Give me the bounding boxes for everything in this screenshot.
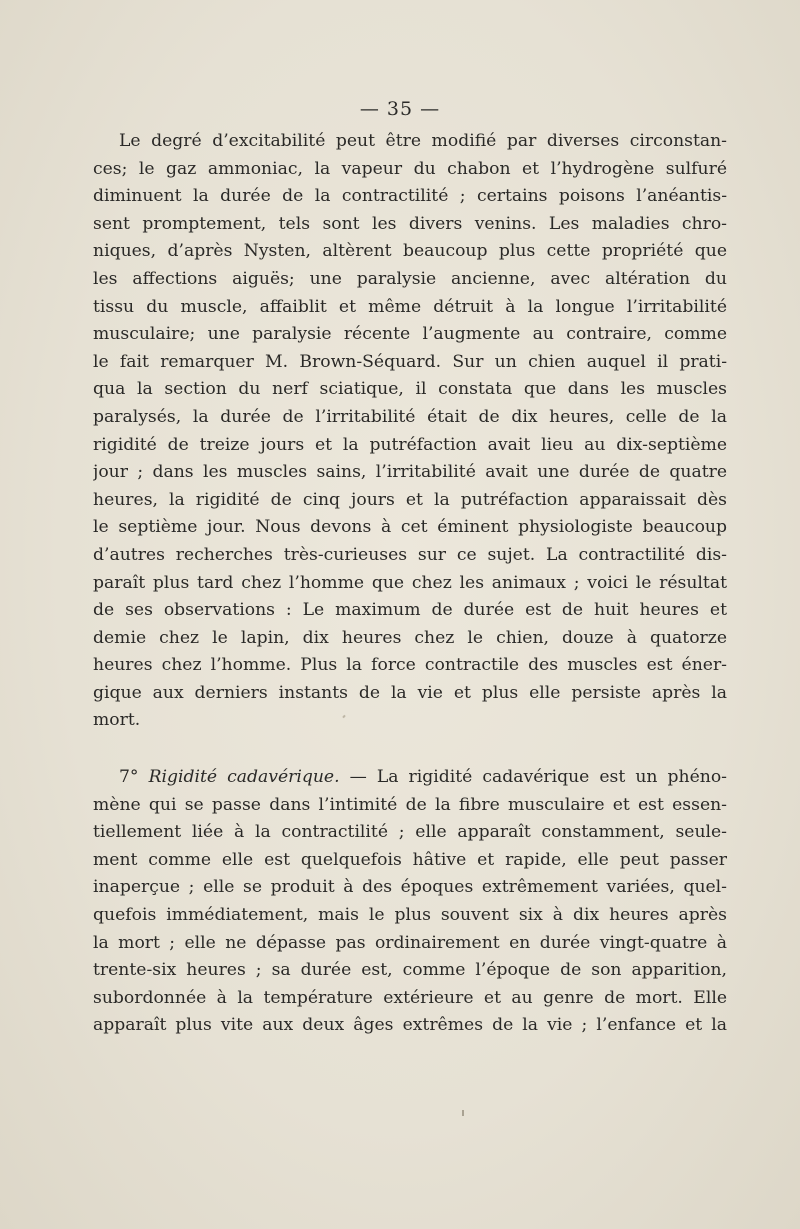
text-line: paraît plus tard chez l’homme que chez les animaux ; voici le résultat (93, 572, 727, 593)
section-title: Rigidité cadavérique. (148, 767, 340, 787)
page-number: — 35 — (359, 98, 441, 120)
text-line: ces; le gaz ammoniac, la vapeur du chabon et l’hydrogène sulfuré (93, 158, 727, 179)
section-heading-line (93, 764, 727, 792)
paragraph-rigidity (93, 764, 727, 1040)
text-line: apparaît plus vite aux deux âges extrêmes de la vie ; l’enfance et la (93, 1015, 727, 1036)
text-line: qua la section du nerf sciatique, il constata que dans les muscles (93, 379, 727, 400)
text-line: quefois immédiatement, mais le plus souvent six à dix heures après (93, 904, 727, 925)
text-line: sent promptement, tels sont les divers venins. Les maladies chro- (93, 213, 727, 234)
text-line: diminuent la durée de la contractilité ; certains poisons l’anéantis- (93, 186, 727, 207)
text-line: le fait remarquer M. Brown-Séquard. Sur un chien auquel il prati- (93, 351, 727, 372)
text-line: la mort ; elle ne dépasse pas ordinairement en durée vingt-quatre à (93, 932, 727, 953)
text-line: mort. (93, 710, 141, 731)
text-line: niques, d’après Nysten, altèrent beaucoup plus cette propriété que (93, 241, 727, 262)
text-line: jour ; dans les muscles sains, l’irritabilité avait une durée de quatre (93, 462, 727, 483)
text-line: musculaire; une paralysie récente l’augmente au contraire, comme (93, 324, 727, 345)
heading-line-text: — La rigidité cadavérique est un phéno- (349, 767, 727, 787)
section-number: 7° (119, 767, 139, 787)
text-line: mène qui se passe dans l’intimité de la fibre musculaire et est essen- (93, 794, 727, 815)
text-line: trente-six heures ; sa durée est, comme l’époque de son apparition, (93, 960, 727, 981)
text-line: inaperçue ; elle se produit à des époques extrêmement variées, quel- (93, 877, 727, 898)
text-line: gique aux derniers instants de la vie et plus elle persiste après la (93, 682, 727, 703)
text-line: paralysés, la durée de l’irritabilité était de dix heures, celle de la (93, 406, 727, 427)
text-line: heures chez l’homme. Plus la force contractile des muscles est éner- (93, 655, 727, 676)
text-line: les affections aiguës; une paralysie ancienne, avec altération du (93, 268, 727, 289)
text-line: demie chez le lapin, dix heures chez le chien, douze à quatorze (93, 627, 727, 648)
paragraph-excitability (93, 128, 727, 735)
text-line: d’autres recherches très-curieuses sur ce sujet. La contractilité dis- (93, 544, 727, 565)
text-line: heures, la rigidité de cinq jours et la putréfaction apparaissait dès (93, 489, 727, 510)
text-line: Le degré d’excitabilité peut être modifié par diverses circonstan- (119, 131, 727, 151)
text-line: le septième jour. Nous devons à cet éminent physiologiste beaucoup (93, 517, 727, 538)
text-line: ment comme elle est quelquefois hâtive et rapide, elle peut passer (93, 849, 727, 870)
text-line: de ses observations : Le maximum de durée est de huit heures et (93, 600, 727, 621)
text-line: rigidité de treize jours et la putréfaction avait lieu au dix-septième (93, 434, 727, 455)
text-line: tiellement liée à la contractilité ; elle apparaît constamment, seule- (93, 822, 727, 843)
text-line: tissu du muscle, affaiblit et même détruit à la longue l’irritabilité (93, 296, 727, 317)
paper-speck (462, 1110, 464, 1116)
text-line: subordonnée à la température extérieure et au genre de mort. Elle (93, 987, 727, 1008)
